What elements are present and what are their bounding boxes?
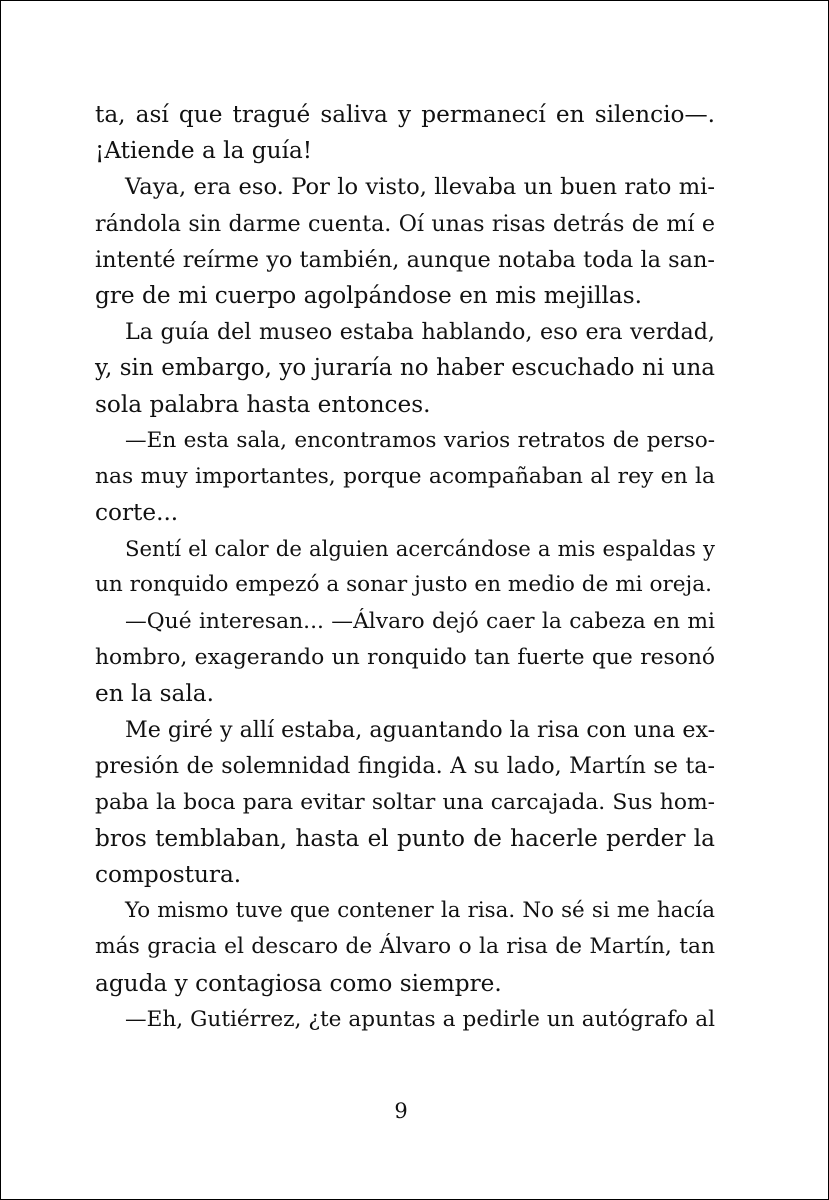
text-line: La guía del museo estaba hablando, eso era verdad, (125, 319, 715, 346)
paragraph (95, 893, 715, 1002)
text-line: aguda y contagiosa como siempre. (95, 969, 502, 997)
text-line: Sentí el calor de alguien acercándose a mis espaldas y (125, 536, 715, 562)
text-line: corte... (95, 499, 179, 527)
text-line: Vaya, era eso. Por lo visto, llevaba un buen rato mi- (125, 174, 715, 201)
text-line: ¡Atiende a la guía! (95, 137, 313, 165)
text-line: ta, así que tragué saliva y permanecí en silencio—. (95, 101, 715, 128)
paragraph (95, 604, 715, 713)
paragraph (95, 314, 715, 423)
paragraph (95, 423, 715, 532)
paragraph (95, 1002, 715, 1038)
text-line: —Eh, Gutiérrez, ¿te apuntas a pedirle un autógrafo al (125, 1006, 715, 1032)
paragraph (95, 169, 715, 314)
text-line: paba la boca para evitar soltar una carcajada. Sus hom- (95, 789, 715, 815)
paragraph (95, 712, 715, 893)
text-line: nas muy importantes, porque acompañaban al rey en la (95, 463, 715, 489)
text-line: intenté reírme yo también, aunque notaba toda la san- (95, 246, 715, 273)
text-line: compostura. (95, 860, 242, 888)
text-line: Me giré y allí estaba, aguantando la risa con una ex- (125, 717, 716, 744)
text-line: —Qué interesan... —Álvaro dejó caer la cabeza en mi (125, 608, 715, 634)
text-line: presión de solemnidad fingida. A su lado, Martín se ta- (95, 753, 715, 780)
text-line: un ronquido empezó a sonar justo en medio de mi oreja. (95, 572, 712, 598)
text-line: más gracia el descaro de Álvaro o la risa de Martín, tan (95, 934, 715, 960)
text-line: y, sin embargo, yo juraría no haber escuchado ni una (95, 355, 715, 382)
body-text (95, 97, 715, 1038)
paragraph (95, 531, 715, 603)
text-line: hombro, exagerando un ronquido tan fuerte que resonó (95, 644, 715, 670)
text-line: gre de mi cuerpo agolpándose en mis mejillas. (95, 281, 643, 309)
paragraph (95, 97, 715, 169)
text-line: —En esta sala, encontramos varios retratos de perso- (125, 427, 715, 453)
text-line: rándola sin darme cuenta. Oí unas risas detrás de mí e (95, 210, 715, 237)
text-line: bros temblaban, hasta el punto de hacerle perder la (95, 824, 715, 852)
text-line: Yo mismo tuve que contener la risa. No sé si me hacía (125, 898, 715, 924)
page-number: 9 (394, 1099, 408, 1123)
text-line: en la sala. (95, 680, 214, 707)
text-line: sola palabra hasta entonces. (95, 390, 431, 418)
